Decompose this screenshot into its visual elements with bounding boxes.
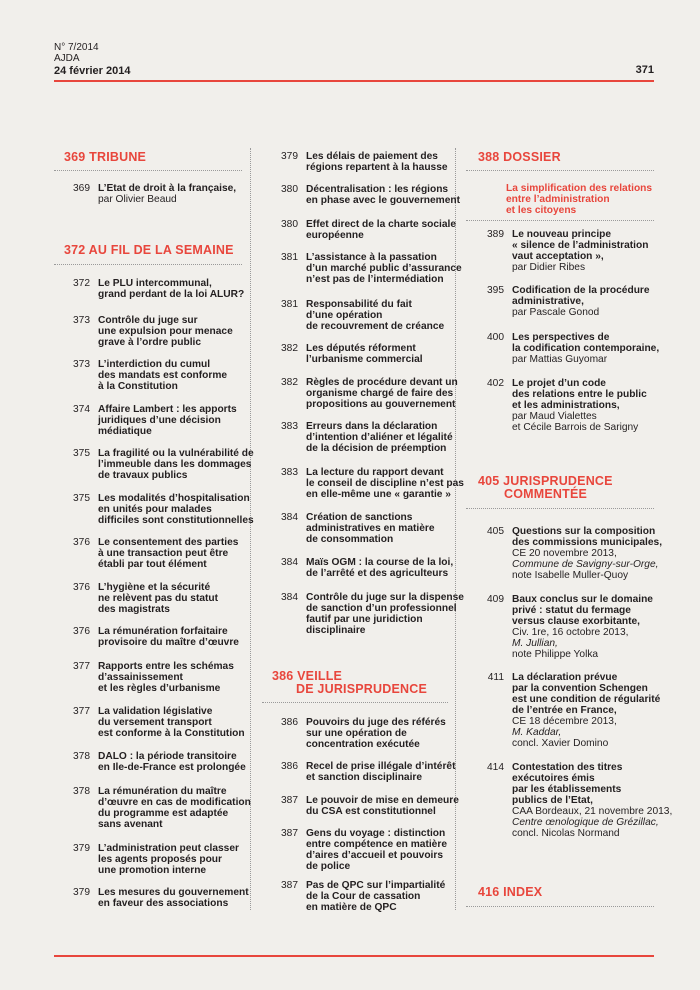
section-rule bbox=[466, 220, 654, 221]
toc-entry-title: en Ile-de-France est prolongée bbox=[98, 762, 246, 773]
toc-entry-title: Contestation des titres bbox=[512, 762, 623, 773]
toc-entry-title: L’Etat de droit à la française, bbox=[98, 183, 237, 194]
toc-entry-title: du programme est adaptée bbox=[98, 808, 229, 819]
toc-page-number: 369 bbox=[73, 183, 90, 194]
toc-entry-title: La déclaration prévue bbox=[512, 672, 618, 683]
toc-entry-title: de sanction d’un professionnel bbox=[306, 603, 457, 614]
toc-entry-byline: par Maud Vialettes bbox=[512, 411, 597, 422]
toc-entry-title: à la Constitution bbox=[98, 381, 178, 392]
toc-entry-title: concentration exécutée bbox=[306, 739, 420, 750]
toc-entry-title: Décentralisation : les régions bbox=[306, 184, 449, 195]
toc-entry-title: Pas de QPC sur l’impartialité bbox=[306, 880, 446, 891]
section-rule bbox=[54, 264, 242, 265]
toc-page-number: 384 bbox=[281, 557, 298, 568]
toc-entry-title: l’immeuble dans les dommages bbox=[98, 459, 252, 470]
toc-entry-title: La fragilité ou la vulnérabilité de bbox=[98, 448, 254, 459]
toc-entry-text bbox=[512, 672, 660, 749]
toc-page-number: 386 bbox=[281, 717, 298, 728]
toc-entry-title: de la décision de préemption bbox=[306, 443, 447, 454]
toc-page-number: 383 bbox=[281, 467, 298, 478]
toc-entry-byline: Commune de Savigny-sur-Orge, bbox=[512, 559, 659, 570]
section-rule bbox=[54, 170, 242, 171]
toc-entry-title: Le pouvoir de mise en demeure bbox=[306, 795, 459, 806]
section-jurisprudence bbox=[478, 475, 613, 501]
toc-entry-title: des commissions municipales, bbox=[512, 537, 663, 548]
toc-entry-title: Erreurs dans la déclaration bbox=[306, 421, 438, 432]
toc-entry-text bbox=[306, 219, 456, 241]
toc-entry-title: en faveur des associations bbox=[98, 898, 229, 909]
toc-entry-text bbox=[512, 762, 672, 839]
toc-page-number: 411 bbox=[487, 672, 504, 683]
section-rule bbox=[466, 508, 654, 509]
toc-entry-title: Codification de la procédure bbox=[512, 285, 650, 296]
toc-entry-title: La lecture du rapport devant bbox=[306, 467, 444, 478]
toc-entry-title: du versement transport bbox=[98, 717, 212, 728]
section-jurisprudence-line2: COMMENTÉE bbox=[504, 487, 588, 501]
toc-entry-title: du CSA est constitutionnel bbox=[306, 806, 436, 817]
toc-entry-title: des mandats est conforme bbox=[98, 370, 228, 381]
toc-entry-text bbox=[306, 421, 453, 454]
toc-entry-text bbox=[98, 404, 237, 437]
toc-entry-title: de l’entrée en France, bbox=[512, 705, 617, 716]
toc-entry-title: est une condition de régularité bbox=[512, 694, 661, 705]
toc-entry-text bbox=[98, 448, 254, 481]
toc-page-number: 375 bbox=[73, 448, 90, 459]
toc-entry-title: d’œuvre en cas de modification bbox=[98, 797, 251, 808]
toc-page-number: 379 bbox=[281, 151, 298, 162]
toc-entry-text bbox=[98, 359, 227, 392]
toc-entry-title: Les mesures du gouvernement bbox=[98, 887, 249, 898]
toc-entry-title: publics de l’Etat, bbox=[512, 795, 593, 806]
toc-entry-title: Affaire Lambert : les apports bbox=[98, 404, 237, 415]
toc-page-number: 384 bbox=[281, 592, 298, 603]
toc-entry-byline: et Cécile Barrois de Sarigny bbox=[512, 422, 639, 433]
toc-entry-title: établi par tout élément bbox=[98, 559, 207, 570]
toc-entry-title: Les perspectives de bbox=[512, 332, 610, 343]
toc-entry-title: de recouvrement de créance bbox=[306, 321, 445, 332]
toc-entry-title: d’assainissement bbox=[98, 672, 183, 683]
toc-entry-title: par les établissements bbox=[512, 784, 622, 795]
toc-entry-text bbox=[306, 151, 448, 173]
toc-entry-title: Le PLU intercommunal, bbox=[98, 278, 212, 289]
toc-entry-title: en matière de QPC bbox=[306, 902, 397, 913]
section-veille bbox=[272, 670, 427, 696]
toc-entry-text bbox=[512, 378, 647, 433]
toc-entry-title: à une transaction peut être bbox=[98, 548, 229, 559]
toc-entry-text bbox=[98, 751, 246, 773]
toc-entry-text bbox=[512, 229, 648, 273]
toc-entry-title: versus clause exorbitante, bbox=[512, 616, 640, 627]
toc-entry-title: privé : statut du fermage bbox=[512, 605, 631, 616]
toc-entry-title: des magistrats bbox=[98, 604, 170, 615]
toc-entry-title: Contrôle du juge sur la dispense bbox=[306, 592, 464, 603]
toc-entry-title: Responsabilité du fait bbox=[306, 299, 412, 310]
dossier-title: La simplification des relations entre l’administration et les citoyens bbox=[506, 183, 653, 216]
section-veille-line1: 386 VEILLE bbox=[272, 669, 343, 683]
toc-entry-title: Pouvoirs du juge des référés bbox=[306, 717, 446, 728]
toc-entry-title: européenne bbox=[306, 230, 364, 241]
toc-page-number: 381 bbox=[281, 299, 298, 310]
toc-page-number: 375 bbox=[73, 493, 90, 504]
toc-entry-text bbox=[306, 184, 460, 206]
toc-page-number: 380 bbox=[281, 219, 298, 230]
toc-entry-byline: M. Jullian, bbox=[512, 638, 558, 649]
toc-entry-title: la codification contemporaine, bbox=[512, 343, 660, 354]
toc-page-number: 379 bbox=[73, 887, 90, 898]
toc-entry-title: le conseil de discipline n’est pas bbox=[306, 478, 464, 489]
toc-entry-title: Le consentement des parties bbox=[98, 537, 239, 548]
toc-entry-title: Création de sanctions bbox=[306, 512, 413, 523]
toc-entry-title: médiatique bbox=[98, 426, 152, 437]
toc-entry-title: « silence de l’administration bbox=[512, 240, 649, 251]
toc-entry-title: grave à l’ordre public bbox=[98, 337, 202, 348]
toc-entry-title: Maïs OGM : la course de la loi, bbox=[306, 557, 454, 568]
toc-entry-title: l’urbanisme commercial bbox=[306, 354, 423, 365]
toc-entry-text bbox=[306, 717, 446, 750]
toc-entry-title: Baux conclus sur le domaine bbox=[512, 594, 653, 605]
toc-page-number: 373 bbox=[73, 359, 90, 370]
toc-entry-title: et les administrations, bbox=[512, 400, 620, 411]
toc-page-number: 395 bbox=[487, 285, 504, 296]
toc-entry-byline: Civ. 1re, 16 octobre 2013, bbox=[512, 627, 629, 638]
toc-entry-text bbox=[306, 467, 464, 500]
toc-entry-title: L’hygiène et la sécurité bbox=[98, 582, 211, 593]
toc-entry-text bbox=[98, 887, 249, 909]
toc-entry-title: n’est pas de l’intermédiation bbox=[306, 274, 444, 285]
toc-entry-title: exécutoires émis bbox=[512, 773, 595, 784]
toc-entry-text bbox=[306, 252, 462, 285]
toc-entry-title: Règles de procédure devant un bbox=[306, 377, 458, 388]
toc-entry-title: La rémunération forfaitaire bbox=[98, 626, 228, 637]
toc-entry-text bbox=[98, 626, 239, 648]
toc-entry-byline: par Pascale Gonod bbox=[512, 307, 600, 318]
toc-page-number: 377 bbox=[73, 706, 90, 717]
toc-entry-text bbox=[98, 183, 236, 205]
toc-entry-text bbox=[306, 795, 459, 817]
section-semaine: 372 AU FIL DE LA SEMAINE bbox=[64, 243, 234, 257]
toc-entry-title: Effet direct de la charte sociale bbox=[306, 219, 457, 230]
toc-entry-title: de police bbox=[306, 861, 351, 872]
toc-entry-text bbox=[98, 661, 234, 694]
toc-entry-byline: note Isabelle Muller-Quoy bbox=[512, 570, 629, 581]
toc-page-number: 382 bbox=[281, 343, 298, 354]
toc-page-number: 377 bbox=[73, 661, 90, 672]
toc-page-number: 414 bbox=[487, 762, 504, 773]
header-rule bbox=[54, 80, 654, 82]
toc-page-number: 373 bbox=[73, 315, 90, 326]
toc-entry-title: d’intention d’aliéner et légalité bbox=[306, 432, 453, 443]
toc-entry-title: de l’arrêté et des agriculteurs bbox=[306, 568, 449, 579]
issue-date: 24 février 2014 bbox=[54, 65, 131, 77]
toc-entry-text bbox=[306, 557, 453, 579]
toc-entry-byline: par Mattias Guyomar bbox=[512, 354, 608, 365]
toc-entry-text bbox=[98, 786, 251, 830]
toc-entry-text bbox=[98, 278, 244, 300]
toc-entry-title: est conforme à la Constitution bbox=[98, 728, 245, 739]
toc-entry-byline: concl. Nicolas Normand bbox=[512, 828, 620, 839]
footer-rule bbox=[54, 955, 654, 957]
toc-entry-title: vaut acceptation », bbox=[512, 251, 604, 262]
toc-entry-title: en unités pour malades bbox=[98, 504, 212, 515]
toc-entry-title: disciplinaire bbox=[306, 625, 366, 636]
toc-entry-text bbox=[306, 512, 435, 545]
toc-entry-byline: par Olivier Beaud bbox=[98, 194, 177, 205]
section-jurisprudence-line1: 405 JURISPRUDENCE bbox=[478, 474, 613, 488]
toc-entry-title: par la convention Schengen bbox=[512, 683, 648, 694]
toc-entry-title: d’aires d’accueil et pouvoirs bbox=[306, 850, 444, 861]
toc-page-number: 374 bbox=[73, 404, 90, 415]
journal-name: AJDA bbox=[54, 53, 80, 64]
section-veille-line2: DE JURISPRUDENCE bbox=[296, 682, 428, 696]
toc-page-number: 405 bbox=[487, 526, 504, 537]
toc-page-number: 382 bbox=[281, 377, 298, 388]
toc-entry-byline: Centre œnologique de Grézillac, bbox=[512, 817, 659, 828]
toc-page-number: 387 bbox=[281, 795, 298, 806]
toc-page-number: 378 bbox=[73, 786, 90, 797]
toc-page-number: 400 bbox=[487, 332, 504, 343]
toc-entry-title: Les modalités d’hospitalisation bbox=[98, 493, 250, 504]
toc-entry-title: Questions sur la composition bbox=[512, 526, 656, 537]
toc-entry-title: Le nouveau principe bbox=[512, 229, 612, 240]
toc-entry-text bbox=[306, 592, 464, 636]
toc-page-number: 387 bbox=[281, 880, 298, 891]
toc-entry-title: Gens du voyage : distinction bbox=[306, 828, 446, 839]
toc-entry-text bbox=[306, 761, 455, 783]
toc-entry-text bbox=[512, 526, 662, 581]
section-rule bbox=[466, 170, 654, 171]
toc-entry-text bbox=[512, 285, 650, 318]
section-rule bbox=[262, 702, 448, 703]
toc-entry-byline: concl. Xavier Domino bbox=[512, 738, 609, 749]
toc-entry-byline: M. Kaddar, bbox=[512, 727, 562, 738]
toc-entry-byline: CAA Bordeaux, 21 novembre 2013, bbox=[512, 806, 673, 817]
toc-page-number: 387 bbox=[281, 828, 298, 839]
toc-entry-text bbox=[98, 315, 233, 348]
section-rule bbox=[466, 906, 654, 907]
toc-entry-text bbox=[306, 828, 447, 872]
toc-page-number: 384 bbox=[281, 512, 298, 523]
toc-entry-title: L’administration peut classer bbox=[98, 843, 239, 854]
toc-page-number: 372 bbox=[73, 278, 90, 289]
toc-page-number: 376 bbox=[73, 582, 90, 593]
toc-entry-title: d’une opération bbox=[306, 310, 383, 321]
toc-entry-text bbox=[306, 880, 445, 913]
toc-entry-title: Rapports entre les schémas bbox=[98, 661, 234, 672]
toc-entry-title: grand perdant de la loi ALUR? bbox=[98, 289, 245, 300]
toc-entry-title: Les délais de paiement des bbox=[306, 151, 438, 162]
toc-entry-title: administratives en matière bbox=[306, 523, 435, 534]
toc-entry-title: difficiles sont constitutionnelles bbox=[98, 515, 254, 526]
toc-page-number: 376 bbox=[73, 626, 90, 637]
toc-entry-byline: note Philippe Yolka bbox=[512, 649, 599, 660]
toc-entry-text bbox=[512, 332, 659, 365]
toc-page-number: 389 bbox=[487, 229, 504, 240]
toc-entry-title: en elle-même une « garantie » bbox=[306, 489, 451, 500]
toc-page-number: 380 bbox=[281, 184, 298, 195]
toc-entry-text bbox=[306, 377, 458, 410]
toc-page-number: 379 bbox=[73, 843, 90, 854]
toc-entry-text bbox=[98, 537, 238, 570]
toc-entry-title: de consommation bbox=[306, 534, 394, 545]
toc-entry-byline: par Didier Ribes bbox=[512, 262, 586, 273]
toc-entry-title: propositions au gouvernement bbox=[306, 399, 456, 410]
toc-entry-title: d’un marché public d’assurance bbox=[306, 263, 462, 274]
toc-entry-text bbox=[98, 493, 254, 526]
toc-entry-title: organisme chargé de faire des bbox=[306, 388, 454, 399]
toc-entry-title: sur une opération de bbox=[306, 728, 407, 739]
toc-entry-title: ne relèvent pas du statut bbox=[98, 593, 219, 604]
issue-number: N° 7/2014 bbox=[54, 42, 99, 53]
toc-entry-title: et les règles d’urbanisme bbox=[98, 683, 221, 694]
toc-entry-title: de la Cour de cassation bbox=[306, 891, 421, 902]
toc-entry-title: Le projet d’un code bbox=[512, 378, 606, 389]
toc-page-number: 381 bbox=[281, 252, 298, 263]
toc-entry-text bbox=[306, 299, 444, 332]
toc-page-number: 409 bbox=[487, 594, 504, 605]
section-dossier: 388 DOSSIER bbox=[478, 150, 561, 164]
toc-entry-title: Les députés réforment bbox=[306, 343, 416, 354]
toc-page-number: 402 bbox=[487, 378, 504, 389]
toc-entry-title: des relations entre le public bbox=[512, 389, 647, 400]
toc-entry-text bbox=[98, 843, 239, 876]
toc-entry-byline: CE 18 décembre 2013, bbox=[512, 716, 617, 727]
toc-entry-text bbox=[98, 582, 218, 615]
toc-entry-text bbox=[306, 343, 423, 365]
toc-page-number: 383 bbox=[281, 421, 298, 432]
toc-entry-title: La validation législative bbox=[98, 706, 213, 717]
toc-entry-title: fautif par une juridiction bbox=[306, 614, 423, 625]
toc-page-number: 386 bbox=[281, 761, 298, 772]
toc-entry-title: La rémunération du maître bbox=[98, 786, 227, 797]
toc-entry-title: et sanction disciplinaire bbox=[306, 772, 423, 783]
section-index: 416 INDEX bbox=[478, 885, 543, 899]
toc-entry-title: administrative, bbox=[512, 296, 584, 307]
toc-entry-title: juridiques d’une décision bbox=[98, 415, 221, 426]
toc-entry-title: entre compétence en matière bbox=[306, 839, 447, 850]
toc-page-number: 376 bbox=[73, 537, 90, 548]
toc-entry-title: L’interdiction du cumul bbox=[98, 359, 211, 370]
toc-entry-title: une promotion interne bbox=[98, 865, 207, 876]
toc-entry-text bbox=[98, 706, 245, 739]
toc-entry-title: une expulsion pour menace bbox=[98, 326, 233, 337]
toc-entry-title: L’assistance à la passation bbox=[306, 252, 437, 263]
toc-entry-title: régions repartent à la hausse bbox=[306, 162, 448, 173]
toc-entry-title: en phase avec le gouvernement bbox=[306, 195, 461, 206]
section-tribune: 369 TRIBUNE bbox=[64, 150, 147, 164]
toc-entry-title: sans avenant bbox=[98, 819, 163, 830]
toc-entry-title: de travaux publics bbox=[98, 470, 188, 481]
toc-entry-title: Contrôle du juge sur bbox=[98, 315, 198, 326]
toc-entry-title: provisoire du maître d’œuvre bbox=[98, 637, 239, 648]
toc-page-number: 378 bbox=[73, 751, 90, 762]
toc-entry-title: Recel de prise illégale d’intérêt bbox=[306, 761, 456, 772]
toc-entry-title: les agents proposés pour bbox=[98, 854, 222, 865]
toc-entry-title: DALO : la période transitoire bbox=[98, 751, 237, 762]
toc-entry-byline: CE 20 novembre 2013, bbox=[512, 548, 617, 559]
toc-entry-text bbox=[512, 594, 653, 660]
page-number: 371 bbox=[635, 64, 654, 76]
